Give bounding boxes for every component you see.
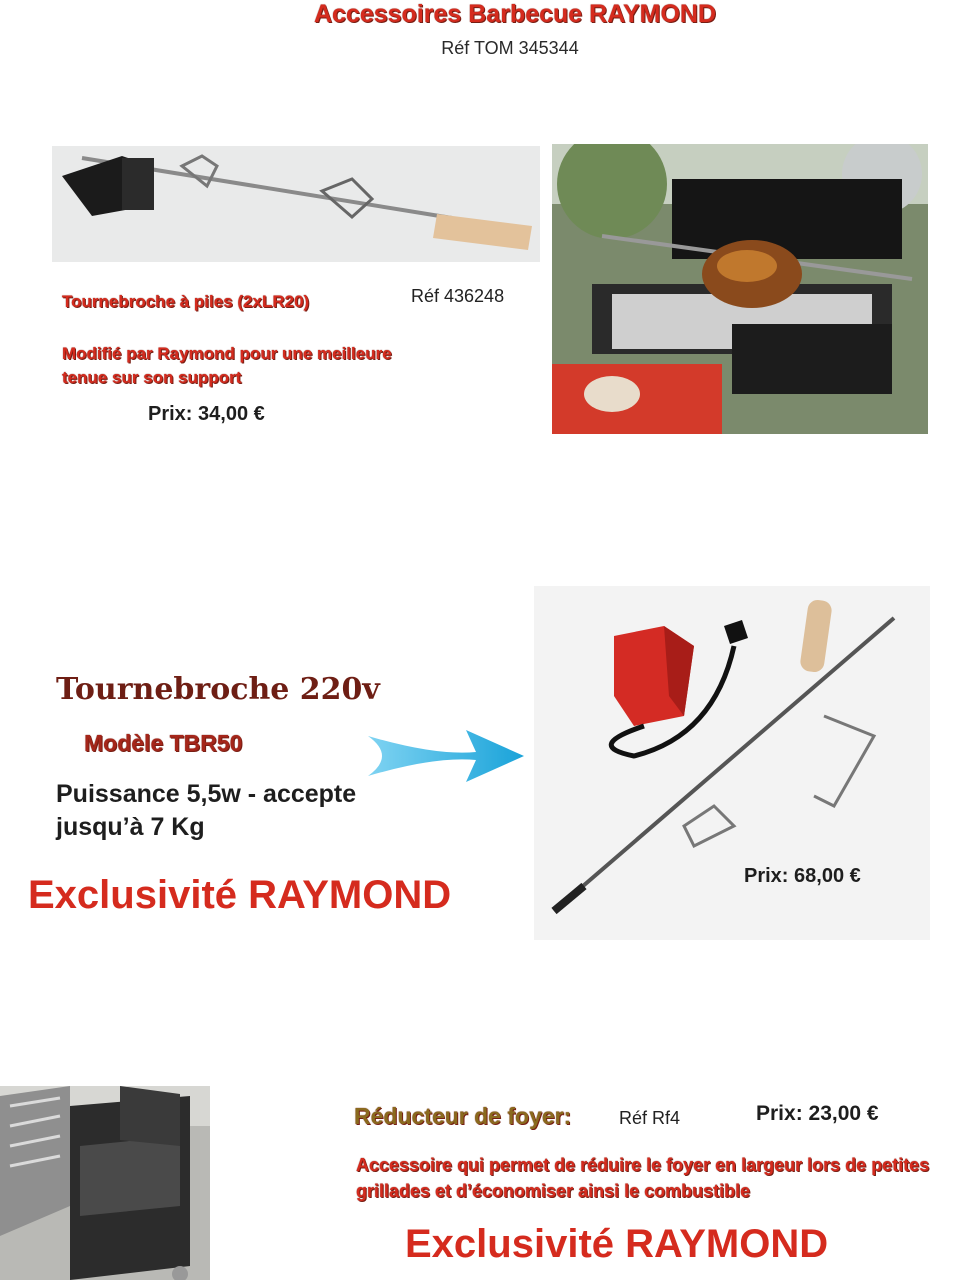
product-price: Prix: 68,00 € bbox=[744, 865, 861, 887]
product-name: Tournebroche 220v bbox=[56, 672, 380, 707]
product-price: Prix: 23,00 € bbox=[756, 1102, 879, 1125]
product-reference: Réf 436248 bbox=[411, 286, 505, 306]
product-description: Modifié par Raymond pour une meilleure tenue sur son support bbox=[62, 344, 392, 387]
arrow-right-icon bbox=[366, 726, 526, 786]
product-price: Prix: 34,00 € bbox=[148, 403, 265, 425]
electric-rotisserie-photo bbox=[534, 586, 930, 940]
product-specs: Puissance 5,5w - accepte jusqu’à 7 Kg bbox=[56, 780, 357, 841]
product-name: Tournebroche à piles (2xLR20) bbox=[62, 292, 310, 311]
product-reference: Réf Rf4 bbox=[619, 1108, 681, 1128]
exclusive-label: Exclusivité RAYMOND bbox=[405, 1222, 829, 1266]
product-model: Modèle TBR50 bbox=[84, 730, 243, 756]
barbecue-chicken-photo bbox=[552, 144, 928, 434]
product-description: Accessoire qui permet de réduire le foyer en largeur lors de petites grillades et d’économiser ainsi le combustible bbox=[356, 1155, 930, 1201]
fire-reducer-photo bbox=[0, 1086, 210, 1280]
exclusive-label: Exclusivité RAYMOND bbox=[28, 873, 452, 917]
catalog-reference: Réf TOM 345344 bbox=[441, 38, 579, 58]
product-name: Réducteur de foyer: bbox=[354, 1103, 572, 1129]
battery-rotisserie-photo bbox=[52, 146, 540, 262]
page-title: Accessoires Barbecue RAYMOND bbox=[313, 0, 717, 28]
